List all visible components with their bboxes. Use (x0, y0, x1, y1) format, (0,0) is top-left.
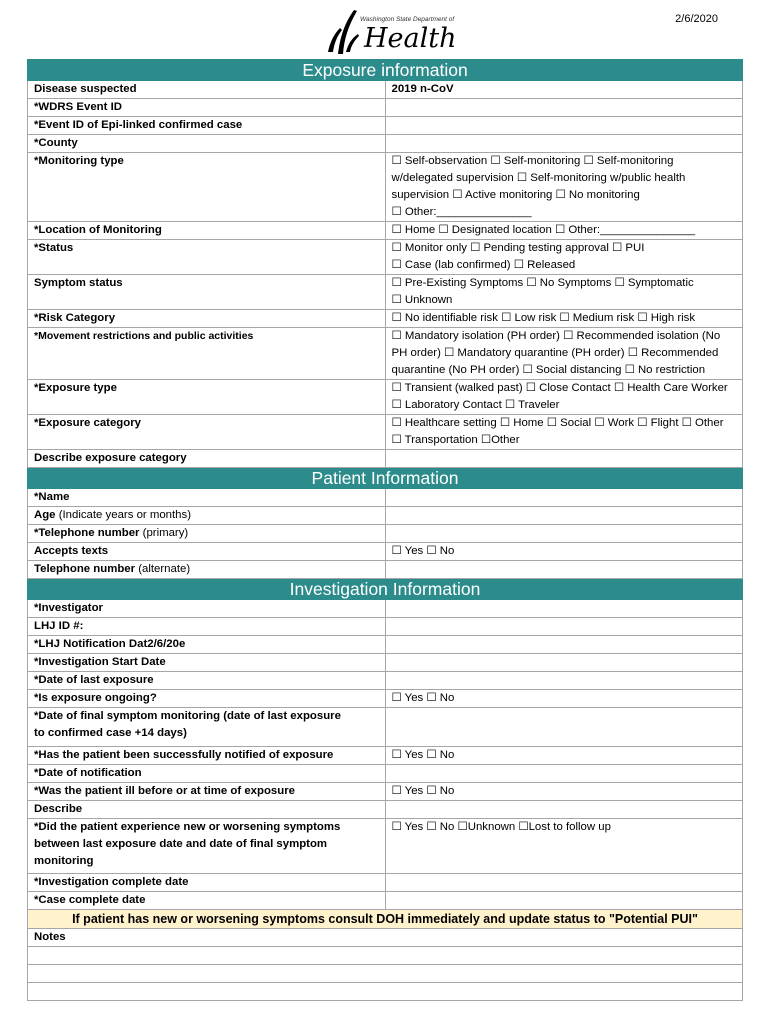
field-final-symptom-monitoring[interactable] (385, 708, 743, 747)
field-lhj-notification-date[interactable] (385, 636, 743, 654)
label-county: *County (28, 135, 386, 153)
options-exposure-ongoing[interactable]: ☐ Yes ☐ No (385, 690, 743, 708)
label-exposure-type: *Exposure type (28, 380, 386, 415)
option-line[interactable]: ☐ Monitor only ☐ Pending testing approval ☐ PUI (391, 242, 645, 254)
notice-banner: If patient has new or worsening symptoms consult DOH immediately and update status to "Potential PUI" (28, 910, 743, 929)
field-lhj-id[interactable] (385, 618, 743, 636)
options-symptom-status[interactable] (385, 275, 743, 310)
label-age (28, 507, 386, 525)
label-monitoring-type: *Monitoring type (28, 153, 386, 222)
option-line[interactable]: ☐ Pre-Existing Symptoms ☐ No Symptoms ☐ Symptomatic (391, 277, 694, 289)
label-final-symptom-monitoring (28, 708, 386, 747)
label-describe-exposure-category: Describe exposure category (28, 450, 386, 468)
field-date-last-exposure[interactable] (385, 672, 743, 690)
form-date: 2/6/2020 (675, 13, 718, 25)
options-patient-ill[interactable]: ☐ Yes ☐ No (385, 783, 743, 801)
label-notes: Notes (28, 929, 743, 947)
options-exposure-category[interactable] (385, 415, 743, 450)
options-patient-notified[interactable]: ☐ Yes ☐ No (385, 747, 743, 765)
field-case-complete[interactable] (385, 892, 743, 910)
label-investigation-complete: *Investigation complete date (28, 874, 386, 892)
exposure-form (27, 59, 743, 1001)
field-describe-exposure-category[interactable] (385, 450, 743, 468)
label-investigator: *Investigator (28, 600, 386, 618)
label-date-notification: *Date of notification (28, 765, 386, 783)
notes-line[interactable] (28, 983, 743, 1001)
field-describe[interactable] (385, 801, 743, 819)
label-line: between last exposure date and date of final symptom (34, 838, 328, 850)
label-describe: Describe (28, 801, 386, 819)
label-disease-suspected: Disease suspected (28, 81, 386, 99)
label-age-note: (Indicate years or months) (55, 509, 192, 521)
label-movement-restrictions: *Movement restrictions and public activities (28, 328, 386, 380)
label-case-complete: *Case complete date (28, 892, 386, 910)
label-name: *Name (28, 489, 386, 507)
label-new-symptoms (28, 819, 386, 874)
option-line[interactable]: ☐ Unknown (391, 294, 453, 306)
option-line[interactable]: PH order) ☐ Mandatory quarantine (PH order) ☐ Recommended (391, 347, 719, 359)
label-lhj-notification-date: *LHJ Notification Dat2/6/20e (28, 636, 386, 654)
label-telephone (28, 525, 386, 543)
options-risk-category[interactable]: ☐ No identifiable risk ☐ Low risk ☐ Medium risk ☐ High risk (385, 310, 743, 328)
options-exposure-type[interactable] (385, 380, 743, 415)
value-disease-suspected[interactable]: 2019 n-CoV (385, 81, 743, 99)
notes-line[interactable] (28, 965, 743, 983)
label-telephone-alt-text: Telephone number (34, 563, 136, 575)
options-accepts-texts[interactable]: ☐ Yes ☐ No (385, 543, 743, 561)
label-location-monitoring: *Location of Monitoring (28, 222, 386, 240)
label-lhj-id: LHJ ID #: (28, 618, 386, 636)
options-monitoring-type[interactable] (385, 153, 743, 222)
option-line[interactable]: w/delegated supervision ☐ Self-monitoring w/public health (391, 172, 686, 184)
label-wdrs-event-id: *WDRS Event ID (28, 99, 386, 117)
option-line[interactable]: ☐ Mandatory isolation (PH order) ☐ Recommended isolation (No (391, 330, 721, 342)
label-date-last-exposure: *Date of last exposure (28, 672, 386, 690)
section-title-investigation: Investigation Information (28, 579, 743, 600)
option-line[interactable]: ☐ Case (lab confirmed) ☐ Released (391, 259, 576, 271)
options-new-symptoms[interactable]: ☐ Yes ☐ No ☐Unknown ☐Lost to follow up (385, 819, 743, 874)
label-telephone-alt-note: (alternate) (135, 563, 191, 575)
options-movement-restrictions[interactable] (385, 328, 743, 380)
option-line[interactable]: quarantine (No PH order) ☐ Social distancing ☐ No restriction (391, 364, 706, 376)
option-line[interactable]: ☐ Transient (walked past) ☐ Close Contact ☐ Health Care Worker (391, 382, 728, 394)
field-telephone[interactable] (385, 525, 743, 543)
option-line[interactable]: ☐ Laboratory Contact ☐ Traveler (391, 399, 560, 411)
field-investigation-complete[interactable] (385, 874, 743, 892)
label-accepts-texts: Accepts texts (28, 543, 386, 561)
field-date-notification[interactable] (385, 765, 743, 783)
label-line: *Did the patient experience new or worsening symptoms (34, 821, 341, 833)
logo-tagline: Washington State Department of (360, 16, 455, 23)
label-patient-ill: *Was the patient ill before or at time of exposure (28, 783, 386, 801)
label-status: *Status (28, 240, 386, 275)
doh-logo (322, 4, 457, 56)
field-age[interactable] (385, 507, 743, 525)
label-telephone-alt (28, 561, 386, 579)
option-line[interactable]: supervision ☐ Active monitoring ☐ No monitoring (391, 189, 640, 201)
option-line[interactable]: ☐ Self-observation ☐ Self-monitoring ☐ Self-monitoring (391, 155, 674, 167)
label-investigation-start-date: *Investigation Start Date (28, 654, 386, 672)
section-title-exposure: Exposure information (28, 60, 743, 81)
field-investigator[interactable] (385, 600, 743, 618)
label-risk-category: *Risk Category (28, 310, 386, 328)
field-name[interactable] (385, 489, 743, 507)
label-age-text: Age (34, 509, 56, 521)
label-exposure-category: *Exposure category (28, 415, 386, 450)
field-wdrs-event-id[interactable] (385, 99, 743, 117)
field-county[interactable] (385, 135, 743, 153)
label-line: *Date of final symptom monitoring (date of last exposure (34, 710, 341, 722)
field-epi-event-id[interactable] (385, 117, 743, 135)
field-telephone-alt[interactable] (385, 561, 743, 579)
label-symptom-status: Symptom status (28, 275, 386, 310)
options-status[interactable] (385, 240, 743, 275)
field-investigation-start-date[interactable] (385, 654, 743, 672)
section-title-patient: Patient Information (28, 468, 743, 489)
label-epi-event-id: *Event ID of Epi-linked confirmed case (28, 117, 386, 135)
label-line: monitoring (34, 855, 94, 867)
logo-word: Health (364, 23, 457, 54)
doh-logo-icon (324, 8, 364, 56)
label-telephone-note: (primary) (139, 527, 189, 539)
label-exposure-ongoing: *Is exposure ongoing? (28, 690, 386, 708)
label-line: to confirmed case +14 days) (34, 727, 187, 739)
option-line[interactable]: ☐ Healthcare setting ☐ Home ☐ Social ☐ Work ☐ Flight ☐ Other (391, 417, 724, 429)
label-telephone-text: *Telephone number (34, 527, 140, 539)
label-patient-notified: *Has the patient been successfully notified of exposure (28, 747, 386, 765)
options-location-monitoring[interactable]: ☐ Home ☐ Designated location ☐ Other:_______________ (385, 222, 743, 240)
option-line[interactable]: ☐ Transportation ☐Other (391, 434, 520, 446)
notes-line[interactable] (28, 947, 743, 965)
option-line[interactable]: ☐ Other:_______________ (391, 206, 532, 218)
